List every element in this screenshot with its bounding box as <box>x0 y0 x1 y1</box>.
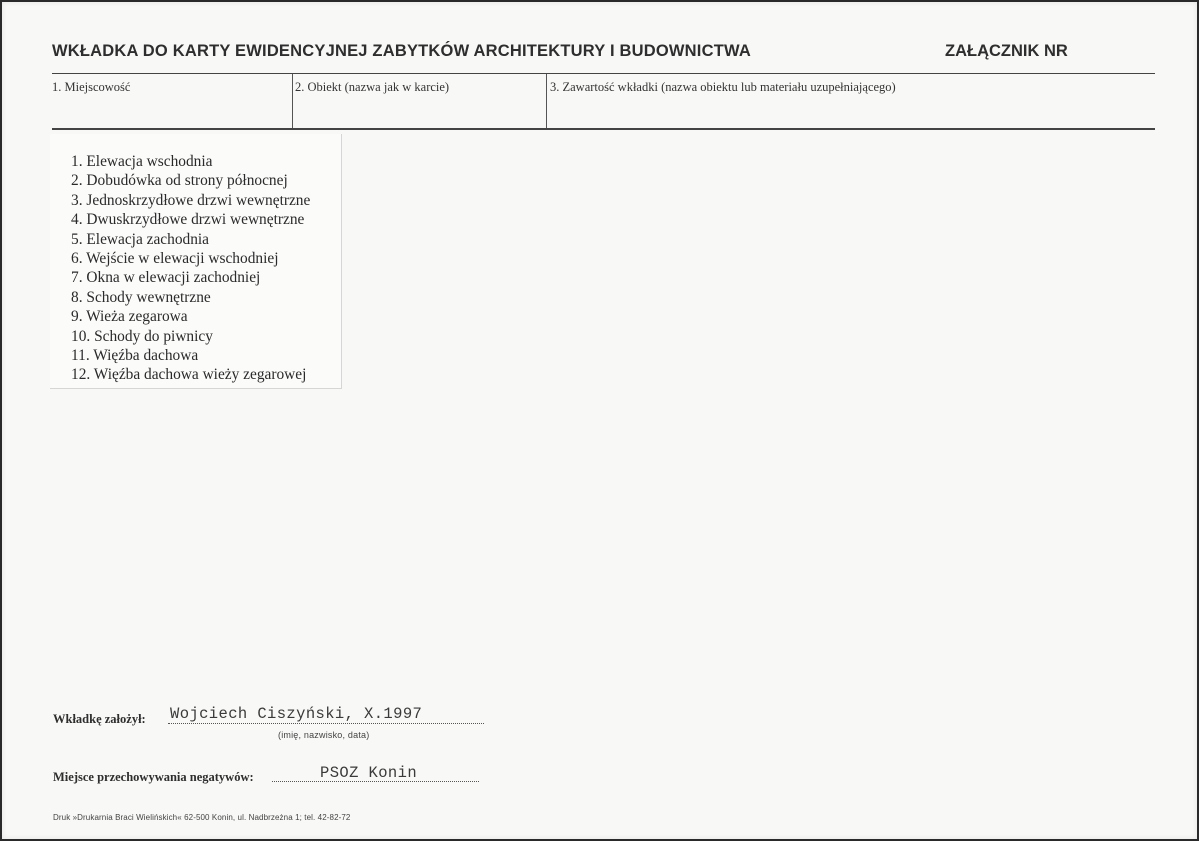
field-divider-2 <box>546 74 547 128</box>
negatives-location-label: Miejsce przechowywania negatywów: <box>53 770 254 784</box>
locality-field-label: 1. Miejscowość <box>52 80 131 94</box>
list-item: 10. Schody do piwnicy <box>71 327 213 345</box>
list-item: 11. Więźba dachowa <box>71 347 199 365</box>
list-item: 12. Więźba dachowa wieży zegarowej <box>71 366 307 384</box>
contents-field-label: 3. Zawartość wkładki (nazwa obiektu lub materiału uzupełniającego) <box>550 80 896 94</box>
printer-imprint: Druk »Drukarnia Braci Wielińskich« 62-500 Konin, ul. Nadbrzeżna 1; tel. 42-82-72 <box>53 813 351 822</box>
list-item: 5. Elewacja zachodnia <box>71 230 210 248</box>
created-by-dotted-line <box>168 723 484 724</box>
header-rule-bottom <box>52 128 1155 130</box>
negatives-location-value: PSOZ Konin <box>320 764 418 782</box>
created-by-value: Wojciech Ciszyński, X.1997 <box>170 705 423 723</box>
contents-list <box>71 152 310 385</box>
list-item: 1. Elewacja wschodnia <box>71 153 213 170</box>
list-item: 6. Wejście w elewacji wschodniej <box>71 250 279 268</box>
form-sheet <box>2 2 1197 839</box>
list-item: 4. Dwuskrzydłowe drzwi wewnętrzne <box>71 211 305 229</box>
list-item: 8. Schody wewnętrzne <box>71 288 211 306</box>
created-by-hint: (imię, nazwisko, data) <box>278 730 370 740</box>
list-item: 3. Jednoskrzydłowe drzwi wewnętrzne <box>71 191 311 209</box>
list-item: 2. Dobudówka od strony północnej <box>71 172 288 190</box>
object-field-label: 2. Obiekt (nazwa jak w karcie) <box>295 80 450 94</box>
list-item: 9. Wieża zegarowa <box>71 308 188 326</box>
header-rule-top <box>52 73 1155 74</box>
attachment-number-label: ZAŁĄCZNIK NR <box>945 42 1068 60</box>
form-title: WKŁADKA DO KARTY EWIDENCYJNEJ ZABYTKÓW ARCHITEKTURY I BUDOWNICTWA <box>52 42 751 60</box>
list-item: 7. Okna w elewacji zachodniej <box>71 269 261 287</box>
field-divider-1 <box>292 74 293 128</box>
created-by-label: Wkładkę założył: <box>53 712 146 726</box>
